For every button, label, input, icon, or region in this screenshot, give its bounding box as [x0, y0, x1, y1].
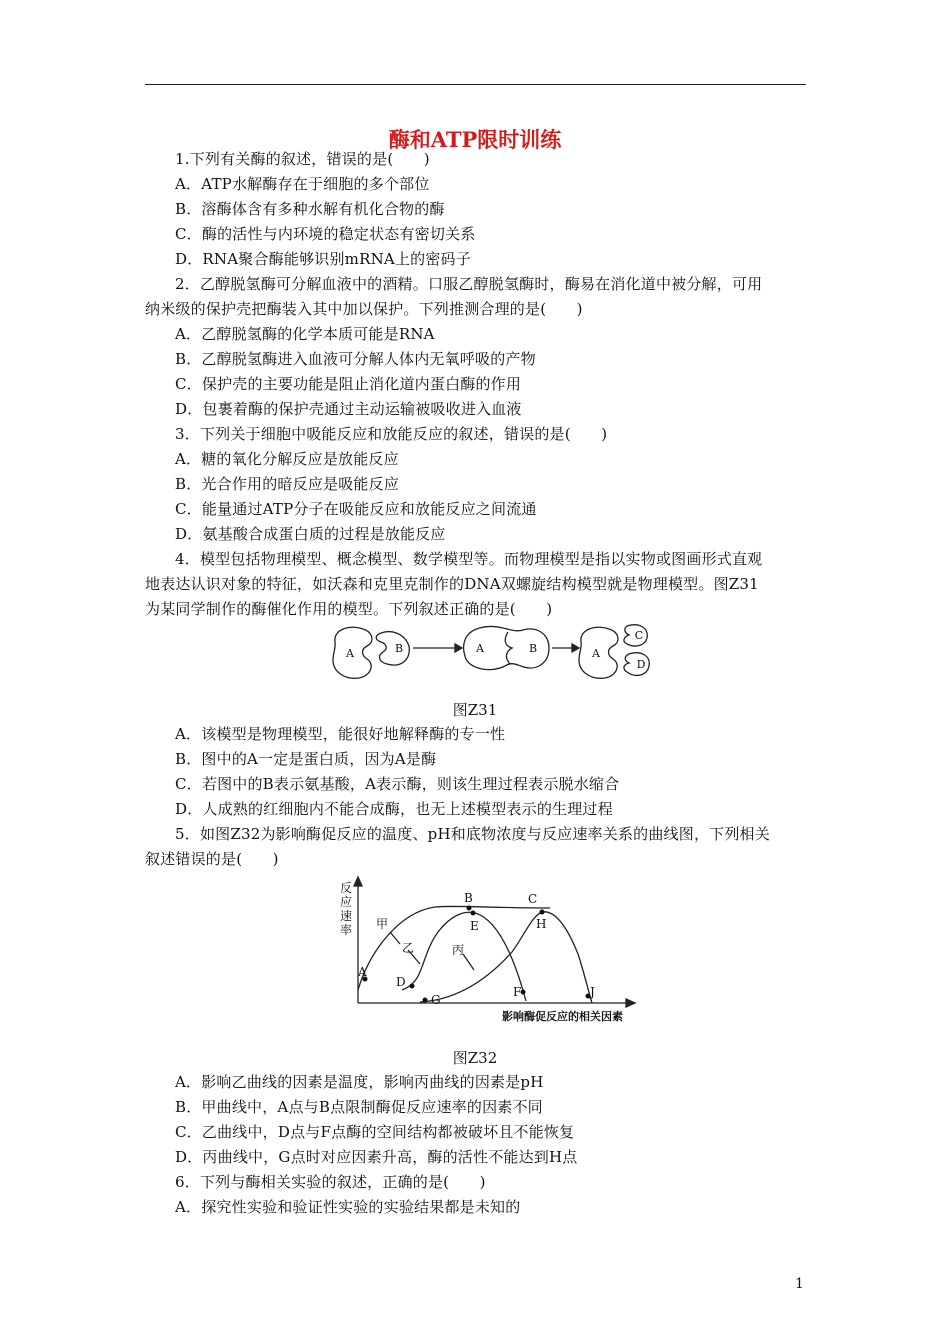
question-2-cont: 纳米级的保护壳把酶装入其中加以保护。下列推测合理的是( )	[145, 300, 583, 318]
point-label-b: B	[464, 891, 473, 905]
q4-option-b: B．图中的A一定是蛋白质，因为A是酶	[175, 750, 437, 768]
question-1: 1.下列有关酶的叙述，错误的是( )	[175, 150, 430, 168]
point-h	[540, 910, 545, 915]
q3-option-b: B．光合作用的暗反应是吸能反应	[175, 475, 400, 493]
question-6: 6．下列与酶相关实验的叙述，正确的是( )	[175, 1173, 486, 1191]
q2-option-a: A．乙醇脱氢酶的化学本质可能是RNA	[175, 325, 435, 343]
x-axis-label: 影响酶促反应的相关因素	[502, 1010, 623, 1023]
q2-option-d: D．包裹着酶的保护壳通过主动运输被吸收进入血液	[175, 400, 522, 418]
point-label-h: H	[536, 917, 547, 931]
figure-z31-caption: 图Z31	[452, 701, 498, 719]
curve-bing-pointer	[463, 954, 474, 970]
point-label-a: A	[358, 965, 367, 979]
q3-option-c: C．能量通过ATP分子在吸能反应和放能反应之间流通	[175, 500, 537, 518]
question-4: 4．模型包括物理模型、概念模型、数学模型等。而物理模型是指以实物或图画形式直观	[175, 550, 763, 568]
q1-option-c: C．酶的活性与内环境的稳定状态有密切关系	[175, 225, 476, 243]
figure-z32-caption: 图Z32	[452, 1049, 498, 1067]
q2-option-c: C．保护壳的主要功能是阻止消化道内蛋白酶的作用	[175, 375, 522, 393]
fig1-label-b: B	[394, 642, 404, 655]
point-label-f: F	[513, 985, 522, 999]
point-label-j: J	[590, 985, 595, 999]
page-title: 酶和ATP限时训练	[388, 127, 562, 152]
y-label-char-3: 速	[340, 909, 353, 923]
header-rule	[145, 84, 806, 85]
point-g	[423, 998, 428, 1003]
curve-jia-pointer	[390, 932, 400, 944]
fig1-label-a-complex: A	[476, 642, 484, 655]
question-4-cont2: 为某同学制作的酶催化作用的模型。下列叙述正确的是( )	[145, 600, 553, 618]
q4-option-d: D．人成熟的红细胞内不能合成酶，也无上述模型表示的生理过程	[175, 800, 613, 818]
question-3: 3．下列关于细胞中吸能反应和放能反应的叙述，错误的是( )	[175, 425, 608, 443]
complex-binding-line	[505, 632, 512, 664]
question-2: 2．乙醇脱氢酶可分解血液中的酒精。口服乙醇脱氢酶时，酶易在消化道中被分解，可用	[175, 275, 763, 293]
fig1-label-d: D	[636, 658, 646, 671]
q4-option-a: A．该模型是物理模型，能很好地解释酶的专一性	[175, 725, 506, 743]
curve-label-bing: 丙	[452, 943, 465, 957]
q5-option-b: B．甲曲线中，A点与B点限制酶促反应速率的因素不同	[175, 1098, 543, 1116]
q1-option-d: D．RNA聚合酶能够识别mRNA上的密码子	[175, 250, 471, 268]
x-axis-arrowhead-icon	[626, 999, 635, 1007]
y-axis-arrowhead-icon	[354, 877, 362, 886]
q6-option-a: A．探究性实验和验证性实验的实验结果都是未知的	[175, 1198, 521, 1216]
y-label-char-4: 率	[340, 923, 353, 937]
q1-option-a: A．ATP水解酶存在于细胞的多个部位	[175, 175, 430, 193]
question-5: 5．如图Z32为影响酶促反应的温度、pH和底物浓度与反应速率关系的曲线图，下列相关	[175, 825, 770, 843]
fig1-label-b-complex: B	[528, 642, 538, 655]
q2-option-b: B．乙醇脱氢酶进入血液可分解人体内无氧呼吸的产物	[175, 350, 536, 368]
point-label-d: D	[396, 975, 406, 989]
curve-label-yi: 乙	[402, 941, 415, 955]
q5-option-d: D．丙曲线中，G点时对应因素升高，酶的活性不能达到H点	[175, 1148, 578, 1166]
point-e	[471, 911, 476, 916]
point-label-c: C	[528, 892, 538, 906]
y-label-char-2: 应	[340, 895, 353, 909]
arrowhead-icon	[455, 644, 462, 652]
question-5-cont: 叙述错误的是( )	[145, 850, 279, 868]
fig1-label-c: C	[634, 629, 644, 642]
fig1-label-a-released: A	[592, 647, 600, 660]
q4-option-c: C．若图中的B表示氨基酸，A表示酶，则该生理过程表示脱水缩合	[175, 775, 620, 793]
figure-z32-rate-chart	[330, 872, 650, 1032]
substrate-shape-b	[376, 632, 409, 665]
curve-bing	[420, 912, 592, 1003]
page-number: 1	[795, 1276, 804, 1292]
point-label-g: G	[431, 993, 441, 1007]
question-4-cont1: 地表达认识对象的特征，如沃森和克里克制作的DNA双螺旋结构模型就是物理模型。图Z31	[145, 575, 759, 593]
point-label-e: E	[470, 919, 479, 933]
q1-option-b: B．溶酶体含有多种水解有机化合物的酶	[175, 200, 445, 218]
y-label-char-1: 反	[340, 881, 353, 895]
q5-option-a: A．影响乙曲线的因素是温度，影响丙曲线的因素是pH	[175, 1073, 544, 1091]
curve-label-jia: 甲	[376, 917, 389, 931]
q3-option-d: D．氨基酸合成蛋白质的过程是放能反应	[175, 525, 446, 543]
arrowhead-icon	[572, 644, 579, 652]
q3-option-a: A．糖的氧化分解反应是放能反应	[175, 450, 399, 468]
q5-option-c: C．乙曲线中，D点与F点酶的空间结构都被破坏且不能恢复	[175, 1123, 575, 1141]
figure-z31-enzyme-model	[325, 620, 655, 686]
point-d	[410, 984, 415, 989]
point-b	[467, 906, 472, 911]
fig1-label-a: A	[346, 647, 354, 660]
